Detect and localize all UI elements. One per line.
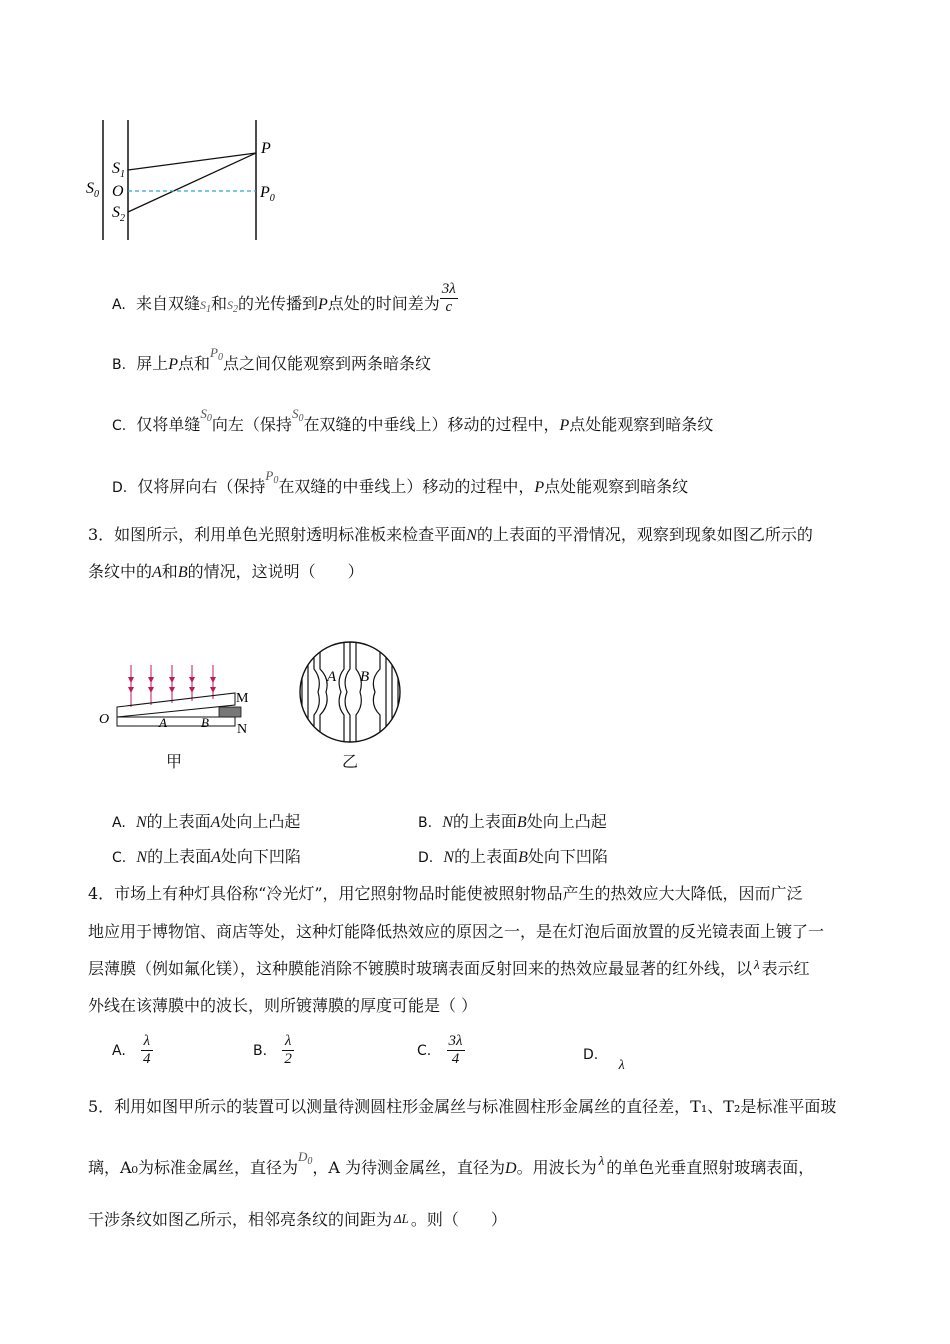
label-o: O bbox=[112, 183, 124, 200]
q3-option-c: C. N的上表面A处向下凹陷 bbox=[112, 847, 301, 866]
q5-stem-line1: 5．利用如图甲所示的装置可以测量待测圆柱形金属丝与标准圆柱形金属丝的直径差，T₁、T₂是标准平面玻 bbox=[88, 1097, 837, 1116]
q2-option-b: B. 屏上P点和$^{P_0}$点之间仅能观察到两条暗条纹 bbox=[112, 345, 432, 373]
q5-stem-line3: 干涉条纹如图乙所示，相邻亮条纹的间距为 ΔL 。则（ ） bbox=[88, 1210, 507, 1229]
fringe-label-a: A bbox=[327, 669, 337, 685]
label-p0: $P_0$ bbox=[260, 184, 275, 204]
label-s2: $S_2$ bbox=[112, 204, 125, 224]
fraction-3lambda-over-c: $\frac{3\lambda}{c}$ bbox=[441, 281, 456, 315]
label-s0: $S_0$ bbox=[86, 180, 99, 200]
fig-label-a: A bbox=[159, 715, 167, 730]
q4-stem-line1: 4．市场上有种灯具俗称“冷光灯”，用它照射物品时能使被照射物品产生的热效应大大降低，因而广泛 bbox=[88, 884, 803, 903]
q2-option-d: D. 仅将屏向右（保持$^{P_0}$在双缝的中垂线上）移动的过程中，P点处能观察到暗条纹 bbox=[112, 468, 689, 496]
caption-yi: 乙 bbox=[342, 752, 359, 771]
fig-label-n: N bbox=[237, 722, 248, 737]
q3-option-d: D. N的上表面B处向下凹陷 bbox=[418, 847, 608, 866]
q3-stem-line1: 3．如图所示，利用单色光照射透明标准板来检查平面N的上表面的平滑情况，观察到现象如图乙所示的 bbox=[88, 525, 813, 544]
label-s1: $S_1$ bbox=[112, 160, 125, 180]
caption-jia: 甲 bbox=[166, 752, 183, 771]
q4-option-a: A. $\frac{\lambda}{4}$ bbox=[112, 1033, 151, 1067]
q4-stem-line2: 地应用于博物馆、商店等处，这种灯能降低热效应的原因之一，是在灯泡后面放置的反光镜表面上镀了一 bbox=[88, 922, 825, 941]
fig-label-m: M bbox=[236, 691, 249, 706]
q4-option-b: B. $\frac{\lambda}{2}$ bbox=[253, 1033, 292, 1067]
fig-label-o: O bbox=[99, 712, 110, 727]
q4-stem-line4: 外线在该薄膜中的波长，则所镀薄膜的厚度可能是（ ） bbox=[88, 996, 478, 1015]
label-p: P bbox=[261, 140, 271, 157]
q2-option-c: C. 仅将单缝$^{S_0}$向左（保持$^{S_0}$在双缝的中垂线上）移动的过程中，P点处能观察到暗条纹 bbox=[112, 406, 714, 434]
figure-yi-fringes bbox=[278, 633, 428, 743]
q4-option-c: C. $\frac{3\lambda}{4}$ bbox=[417, 1033, 463, 1067]
fringe-label-b: B bbox=[360, 669, 370, 685]
q2-option-a: A. 来自双缝$S_1$和$S_2$的光传播到P点处的时间差为 $\frac{3\lambda}{c}$ bbox=[112, 281, 456, 315]
q4-option-d: D. λ bbox=[583, 1047, 625, 1073]
double-slit-figure bbox=[80, 115, 290, 245]
q3-stem-line2: 条纹中的A和B的情况，这说明（ ） bbox=[88, 562, 364, 581]
q4-stem-line3: 层薄膜（例如氟化镁），这种膜能消除不镀膜时玻璃表面反射回来的热效应最显著的红外线，以 $^\lambda$ 表示红 bbox=[88, 957, 810, 978]
q3-option-b: B. N的上表面B处向上凸起 bbox=[418, 812, 607, 831]
fig-label-b: B bbox=[201, 715, 209, 730]
q3-option-a: A. N的上表面A处向上凸起 bbox=[112, 812, 301, 831]
q5-stem-line2: 璃，A₀为标准金属丝，直径为$^{D_0}$，A 为待测金属丝，直径为D。用波长为 $^\lambda$ 的单色光垂直照射玻璃表面， bbox=[88, 1149, 815, 1177]
